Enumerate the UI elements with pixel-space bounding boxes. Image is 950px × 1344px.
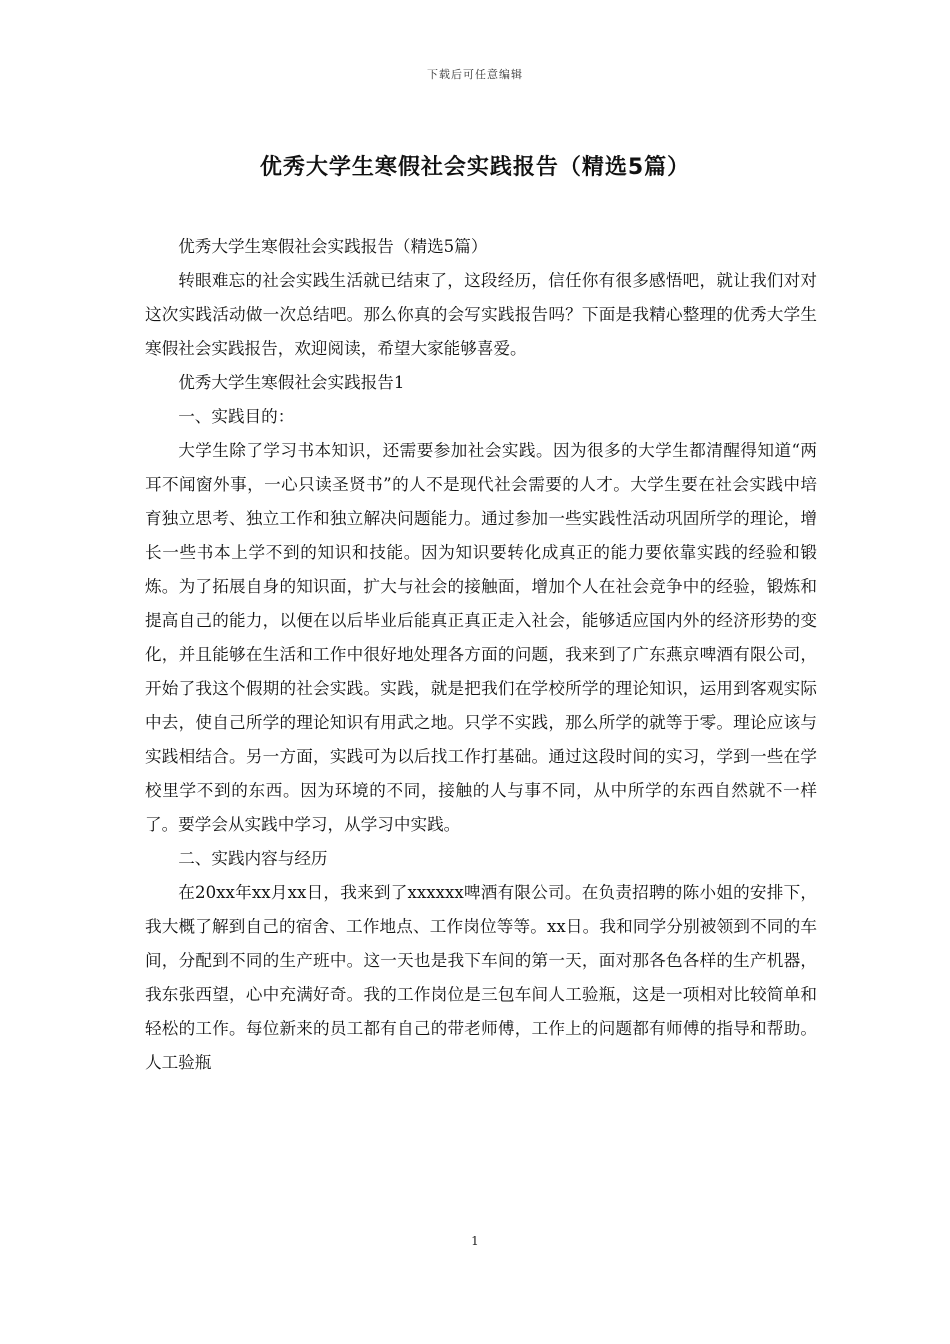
document-title: 优秀大学生寒假社会实践报告（精选5篇） xyxy=(259,155,691,180)
paragraph-purpose: 大学生除了学习书本知识，还需要参加社会实践。因为很多的大学生都清醒得知道“两耳不闻窗外事，一心只读圣贤书”的人不是现代社会需要的人才。大学生要在社会实践中培育独立思考、独立工作和独立解决问题能力。通过参加一些实践性活动巩固所学的理论，增长一些书本上学不到的知识和技能。因为知识要转化成真正的能力要依靠实践的经验和锻炼。为了拓展自身的知识面，扩大与社会的接触面，增加个人在社会竞争中的经验，锻炼和提高自己的能力，以便在以后毕业后能真正真正走入社会，能够适应国内外的经济形势的变化，并且能够在生活和工作中很好地处理各方面的问题，我来到了广东燕京啤酒有限公司，开始了我这个假期的社会实践。实践，就是把我们在学校所学的理论知识，运用到客观实际中去，使自己所学的理论知识有用武之地。只学不实践，那么所学的就等于零。理论应该与实践相结合。另一方面，实践可为以后找工作打基础。通过这段时间的实习，学到一些在学校里学不到的东西。因为环境的不同，接触的人与事不同，从中所学的东西自然就不一样了。要学会从实践中学习，从学习中实践。 xyxy=(145,441,817,834)
paragraph-intro: 转眼难忘的社会实践生活就已结束了，这段经历，信任你有很多感悟吧，就让我们对对这次实践活动做一次总结吧。那么你真的会写实践报告吗？下面是我精心整理的优秀大学生寒假社会实践报告，欢迎阅读，希望大家能够喜爱。 xyxy=(145,271,817,358)
section-heading-content: 二、实践内容与经历 xyxy=(178,849,328,868)
section-heading-purpose: 一、实践目的： xyxy=(178,407,295,426)
page-header-note: 下载后可任意编辑 xyxy=(427,68,523,81)
paragraph-subtitle: 优秀大学生寒假社会实践报告（精选5篇） xyxy=(178,237,488,256)
paragraph-content: 在20xx年xx月xx日，我来到了xxxxxx啤酒有限公司。在负责招聘的陈小姐的安排下，我大概了解到自己的宿舍、工作地点、工作岗位等等。xx日。我和同学分别被领到不同的车间，分配到不同的生产班中。这一天也是我下车间的第一天，面对那各色各样的生产机器，我东张西望，心中充满好奇。我的工作岗位是三包车间人工验瓶，这是一项相对比较简单和轻松的工作。每位新来的员工都有自己的带老师傅，工作上的问题都有师傅的指导和帮助。人工验瓶 xyxy=(145,883,817,1072)
section-heading-report-1: 优秀大学生寒假社会实践报告1 xyxy=(178,373,405,392)
page-number: 1 xyxy=(471,1234,479,1248)
document-body xyxy=(145,230,817,1080)
